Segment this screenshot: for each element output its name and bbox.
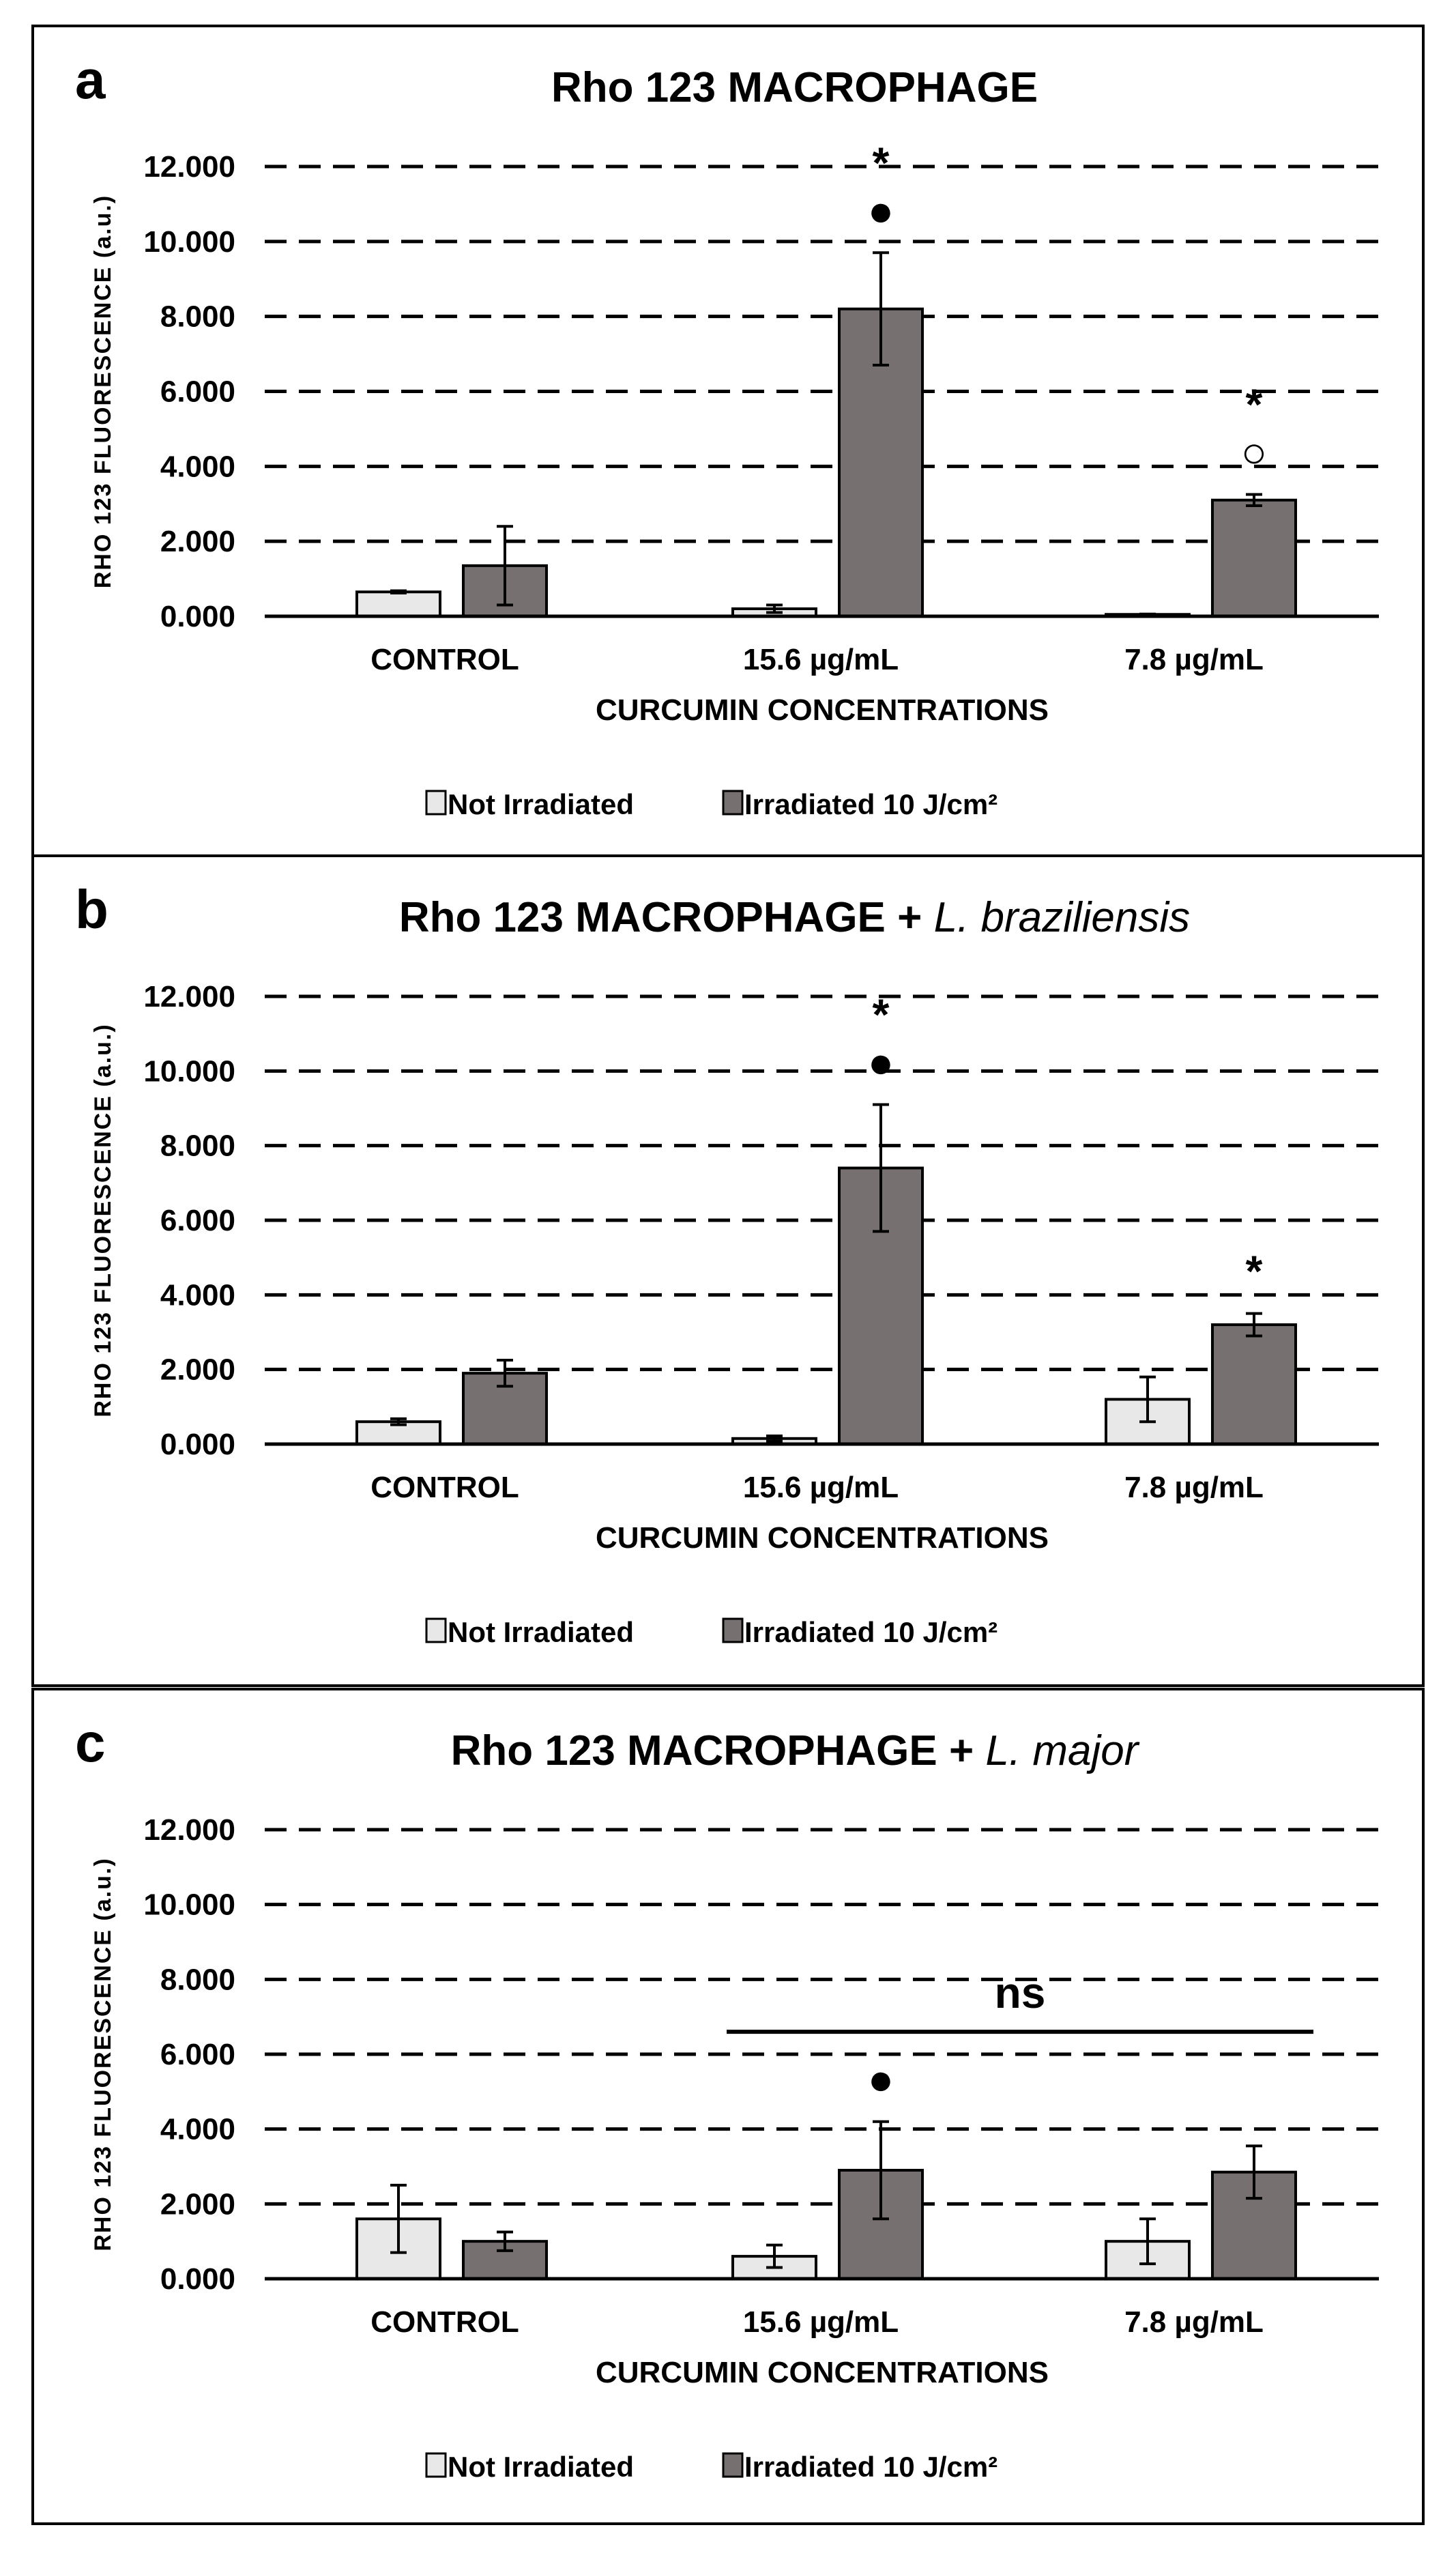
x-tick-label: CONTROL — [370, 2305, 519, 2339]
y-tick-label: 10.000 — [143, 1888, 235, 1922]
bar-irradiated — [1212, 500, 1296, 616]
y-tick-label: 4.000 — [160, 1278, 235, 1312]
legend-label-not-irradiated: Not Irradiated — [448, 788, 635, 820]
x-axis-title: CURCUMIN CONCENTRATIONS — [595, 2356, 1049, 2389]
legend-swatch-irradiated — [723, 2453, 742, 2477]
significance-marker: * — [1245, 1246, 1263, 1296]
x-tick-label: 15.6 µg/mL — [742, 643, 899, 676]
y-tick-label: 8.000 — [160, 1129, 235, 1163]
panel-letter: c — [75, 1712, 106, 1773]
y-tick-label: 2.000 — [160, 2187, 235, 2221]
significance-marker: ○ — [1240, 427, 1268, 477]
legend-swatch-irradiated — [723, 791, 742, 814]
panel-letter: b — [75, 879, 108, 940]
significance-marker: ● — [867, 2054, 894, 2104]
y-tick-label: 4.000 — [160, 2112, 235, 2146]
y-tick-label: 6.000 — [160, 2038, 235, 2071]
panel-a — [33, 26, 1423, 856]
legend-swatch-not-irradiated — [426, 791, 446, 814]
x-axis-title: CURCUMIN CONCENTRATIONS — [595, 1521, 1049, 1555]
chart-title-main: Rho 123 MACROPHAGE — [551, 64, 1038, 111]
y-tick-label: 10.000 — [143, 1054, 235, 1089]
x-tick-label: 7.8 µg/mL — [1124, 643, 1264, 676]
y-tick-label: 12.000 — [143, 150, 235, 184]
y-tick-label: 2.000 — [160, 525, 235, 559]
y-tick-label: 12.000 — [143, 1813, 235, 1847]
y-axis-label: RHO 123 FLUORESCENCE (a.u.) — [90, 194, 116, 589]
y-tick-label: 10.000 — [143, 225, 235, 259]
panel-border — [33, 1689, 1423, 2524]
legend-label-irradiated: Irradiated 10 J/cm² — [744, 2451, 998, 2483]
legend-swatch-irradiated — [723, 1619, 742, 1642]
bar-not-irradiated — [357, 592, 440, 616]
legend-swatch-not-irradiated — [426, 1619, 446, 1642]
x-axis-title: CURCUMIN CONCENTRATIONS — [595, 693, 1049, 727]
chart-title — [451, 1727, 1140, 1774]
y-tick-label: 0.000 — [160, 600, 235, 633]
significance-marker: ● — [867, 186, 894, 235]
legend-label-irradiated: Irradiated 10 J/cm² — [744, 1616, 998, 1648]
chart-title-species: L. major — [985, 1727, 1139, 1774]
x-tick-label: 7.8 µg/mL — [1124, 2305, 1264, 2339]
y-tick-label: 8.000 — [160, 1963, 235, 1997]
y-axis-label: RHO 123 FLUORESCENCE (a.u.) — [90, 1023, 116, 1417]
panel-border — [33, 26, 1423, 856]
legend-label-not-irradiated: Not Irradiated — [448, 2451, 635, 2483]
x-tick-label: CONTROL — [370, 643, 519, 676]
panel-border — [33, 856, 1423, 1686]
y-tick-label: 6.000 — [160, 375, 235, 409]
chart-title — [399, 894, 1190, 941]
y-tick-label: 0.000 — [160, 2262, 235, 2296]
chart-title — [551, 64, 1038, 111]
significance-marker: * — [1245, 379, 1263, 429]
y-axis-label: RHO 123 FLUORESCENCE (a.u.) — [90, 1857, 116, 2251]
y-tick-label: 2.000 — [160, 1353, 235, 1387]
panel-letter: a — [75, 49, 106, 110]
significance-marker: * — [872, 138, 890, 188]
chart-title-species: L. braziliensis — [933, 894, 1191, 941]
chart-title-main: Rho 123 MACROPHAGE + — [450, 1727, 986, 1774]
x-tick-label: 7.8 µg/mL — [1124, 1471, 1264, 1504]
bar-irradiated — [1212, 1325, 1296, 1444]
x-tick-label: 15.6 µg/mL — [742, 1471, 899, 1504]
y-tick-label: 12.000 — [143, 980, 235, 1013]
ns-label: ns — [994, 1968, 1046, 2018]
x-tick-label: 15.6 µg/mL — [742, 2305, 899, 2339]
x-tick-label: CONTROL — [370, 1471, 519, 1504]
significance-marker: ● — [867, 1037, 894, 1087]
y-tick-label: 0.000 — [160, 1428, 235, 1461]
y-tick-label: 8.000 — [160, 300, 235, 334]
legend-label-irradiated: Irradiated 10 J/cm² — [744, 788, 998, 820]
legend-label-not-irradiated: Not Irradiated — [448, 1616, 635, 1648]
panel-c — [33, 1689, 1423, 2524]
panel-b — [33, 856, 1423, 1686]
significance-marker: * — [872, 990, 890, 1039]
chart-title-main: Rho 123 MACROPHAGE + — [398, 894, 934, 941]
y-tick-label: 6.000 — [160, 1204, 235, 1237]
y-tick-label: 4.000 — [160, 450, 235, 484]
legend-swatch-not-irradiated — [426, 2453, 446, 2477]
